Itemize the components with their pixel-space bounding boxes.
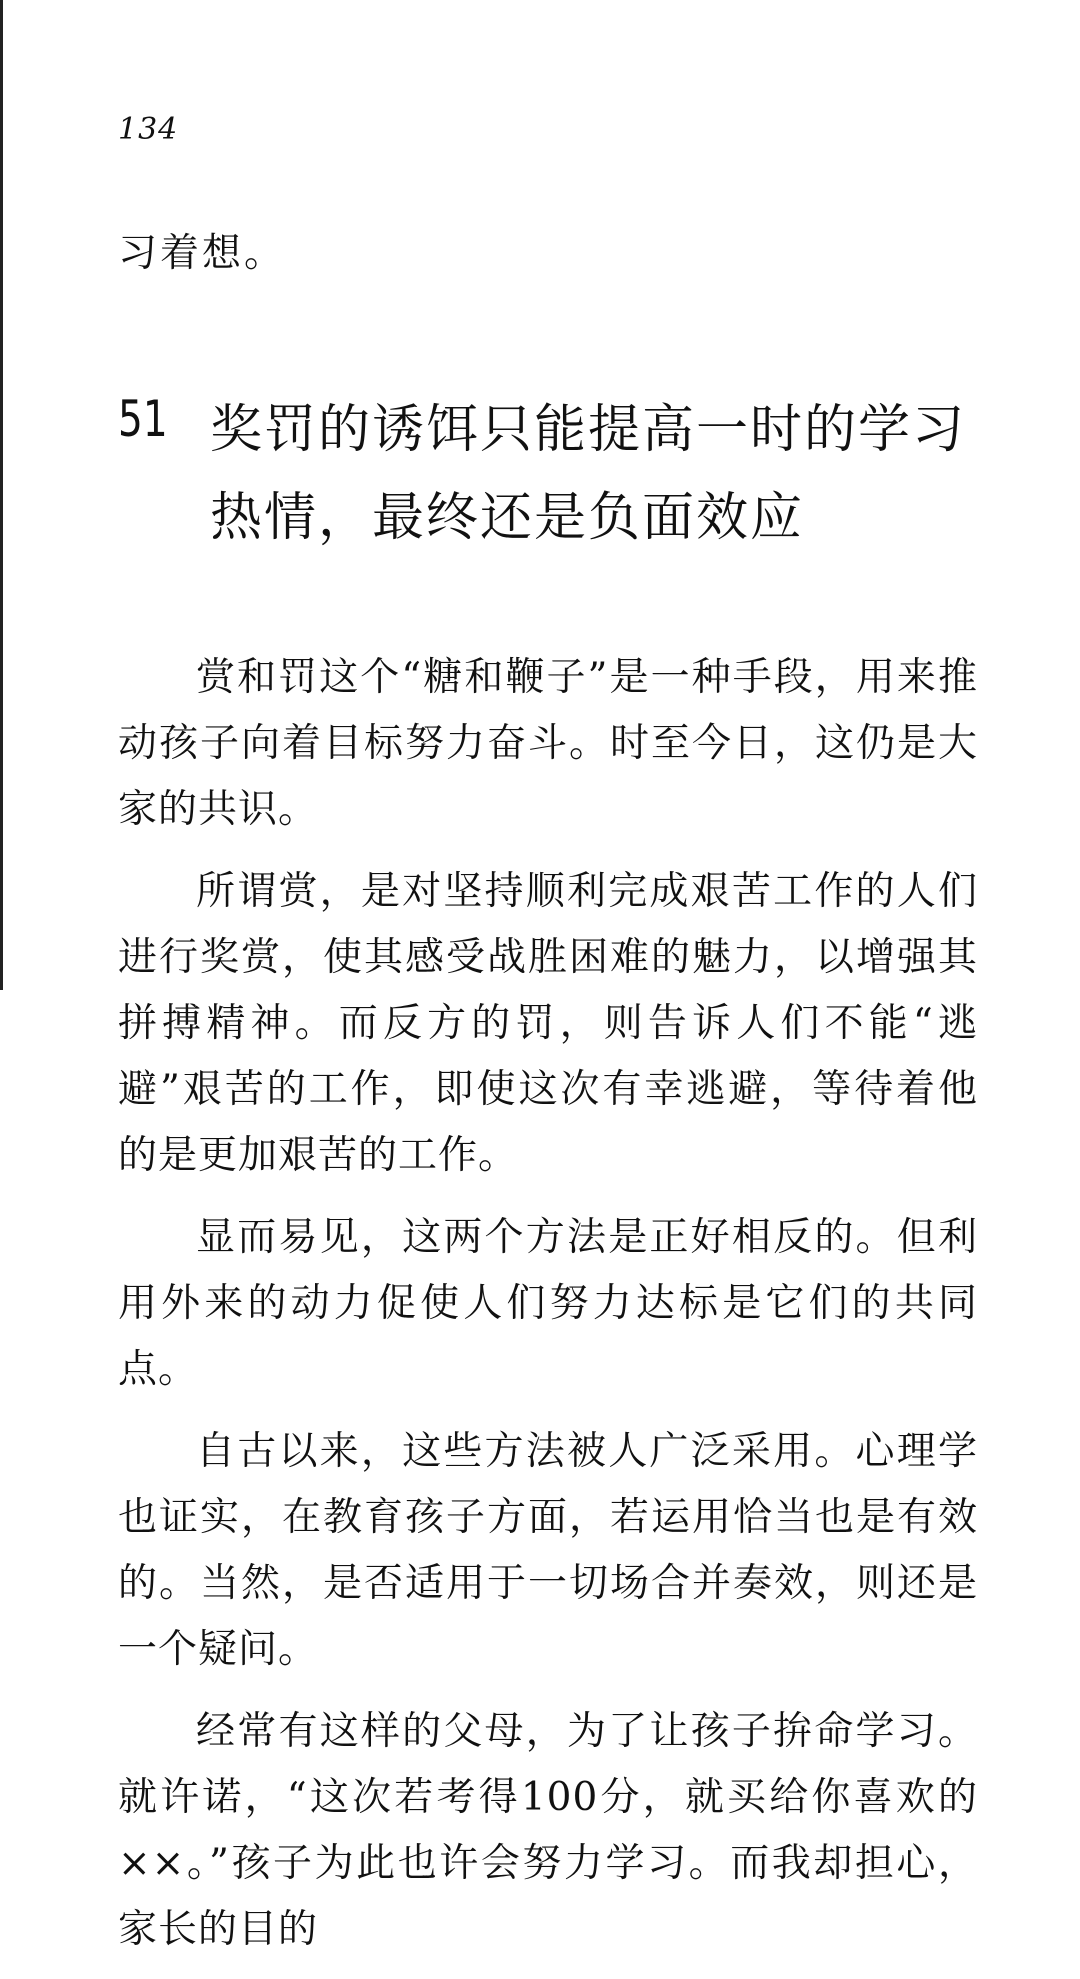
paragraph: 赏和罚这个“糖和鞭子”是一种手段，用来推动孩子向着目标努力奋斗。时至今日，这仍是大家的共识。 (118, 655, 978, 832)
section-title: 奖罚的诱饵只能提高一时的学习热情，最终还是负面效应 (210, 400, 967, 548)
paragraph: 经常有这样的父母，为了让孩子拚命学习。就许诺，“这次若考得100分，就买给你喜欢的××。”孩子为此也许会努力学习。而我却担心，家长的目的 (118, 1709, 978, 1952)
paragraph: 所谓赏，是对坚持顺利完成艰苦工作的人们进行奖赏，使其感受战胜困难的魅力，以增强其拼搏精神。而反方的罚，则告诉人们不能“逃避”艰苦的工作，即使这次有幸逃避，等待着他的是更加艰苦的工作。 (118, 869, 978, 1178)
paragraph: 显而易见，这两个方法是正好相反的。但利用外来的动力促使人们努力达标是它们的共同点。 (118, 1215, 978, 1392)
page-number: 134 (118, 112, 179, 147)
carry-over-text: 习着想。 (118, 231, 287, 276)
paragraph: 自古以来，这些方法被人广泛采用。心理学也证实，在教育孩子方面，若运用恰当也是有效的。当然，是否适用于一切场合并奏效，则还是一个疑问。 (118, 1429, 978, 1672)
section-number: 51 (118, 390, 168, 448)
page-edge-line (0, 0, 3, 990)
body-text (118, 645, 978, 1979)
